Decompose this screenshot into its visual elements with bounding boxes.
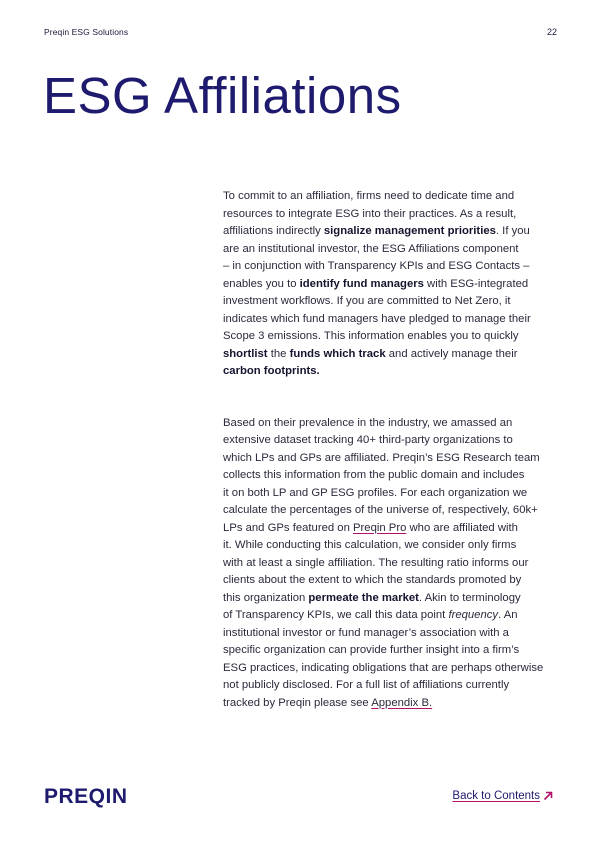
- text-line: it on both LP and GP ESG profiles. For each organization we: [223, 486, 528, 499]
- text-line: shortlist the funds which track and actively manage their: [223, 347, 518, 360]
- emphasis-frequency: frequency: [448, 609, 499, 621]
- emphasis-identify: identify fund managers: [299, 277, 424, 290]
- text-line: To commit to an affiliation, firms need to dedicate time and: [223, 190, 515, 202]
- page-title: ESG Affiliations: [43, 67, 402, 124]
- emphasis-funds: funds which track: [289, 347, 386, 360]
- paragraph-affiliation-commitment: [223, 188, 558, 381]
- emphasis-signalize: signalize management priorities: [323, 225, 496, 237]
- text-line: of Transparency KPIs, we call this data point frequency. An: [223, 609, 518, 621]
- text-line: LPs and GPs featured on Preqin Pro who are affiliated with: [223, 521, 518, 534]
- text-line: extensive dataset tracking 40+ third-party organizations to: [223, 434, 513, 446]
- text-line: – in conjunction with Transparency KPIs and ESG Contacts –: [223, 260, 530, 272]
- text-line: not publicly disclosed. For a full list of affiliations currently: [223, 679, 510, 691]
- text-line: Based on their prevalence in the industry, we amassed an: [223, 416, 513, 429]
- text-line: investment workflows. If you are committed to Net Zero, it: [223, 295, 511, 307]
- text-line: calculate the percentages of the universe of, respectively, 60k+: [223, 504, 538, 516]
- text-line: Scope 3 emissions. This information enables you to quickly: [223, 330, 519, 342]
- text-line: resources to integrate ESG into their practices. As a result,: [223, 207, 517, 220]
- text-line: affiliations indirectly signalize management priorities. If you: [223, 225, 530, 237]
- text-line: ESG practices, indicating obligations that are perhaps otherwise: [223, 661, 544, 674]
- paragraph-dataset: [223, 415, 558, 713]
- text-line: clients about the extent to which the standards promoted by: [223, 574, 522, 586]
- back-to-contents-link[interactable]: [452, 790, 553, 802]
- text-line: institutional investor or fund manager’s association with a: [223, 626, 509, 639]
- emphasis-carbon: carbon footprints.: [223, 365, 320, 377]
- text-line: specific organization can provide further insight into a firm’s: [223, 644, 520, 656]
- preqin-pro-link[interactable]: Preqin Pro: [353, 521, 407, 534]
- text-line: are an institutional investor, the ESG Affiliations component: [223, 242, 519, 255]
- preqin-logo: PREQIN: [44, 785, 128, 808]
- appendix-b-link[interactable]: Appendix B.: [371, 696, 433, 709]
- text-line: which LPs and GPs are affiliated. Preqin’s ESG Research team: [223, 451, 540, 464]
- text-line: indicates which fund managers have pledged to manage their: [223, 312, 531, 325]
- text-line: this organization permeate the market. Akin to terminology: [223, 591, 521, 604]
- text-line: collects this information from the public domain and includes: [223, 469, 525, 481]
- emphasis-shortlist: shortlist: [223, 347, 268, 360]
- running-header: Preqin ESG Solutions: [44, 27, 129, 37]
- body-text: [223, 188, 558, 712]
- back-to-contents-label: Back to Contents: [452, 790, 540, 802]
- arrow-up-right-icon: [543, 791, 553, 801]
- text-line: it. While conducting this calculation, we consider only firms: [223, 539, 517, 551]
- text-line: tracked by Preqin please see Appendix B.: [223, 696, 433, 709]
- emphasis-permeate: permeate the market: [308, 591, 419, 604]
- page-number: 22: [546, 27, 557, 37]
- text-line: [223, 363, 558, 381]
- text-line: with at least a single affiliation. The resulting ratio informs our: [223, 556, 529, 569]
- text-line: enables you to identify fund managers with ESG-integrated: [223, 277, 529, 290]
